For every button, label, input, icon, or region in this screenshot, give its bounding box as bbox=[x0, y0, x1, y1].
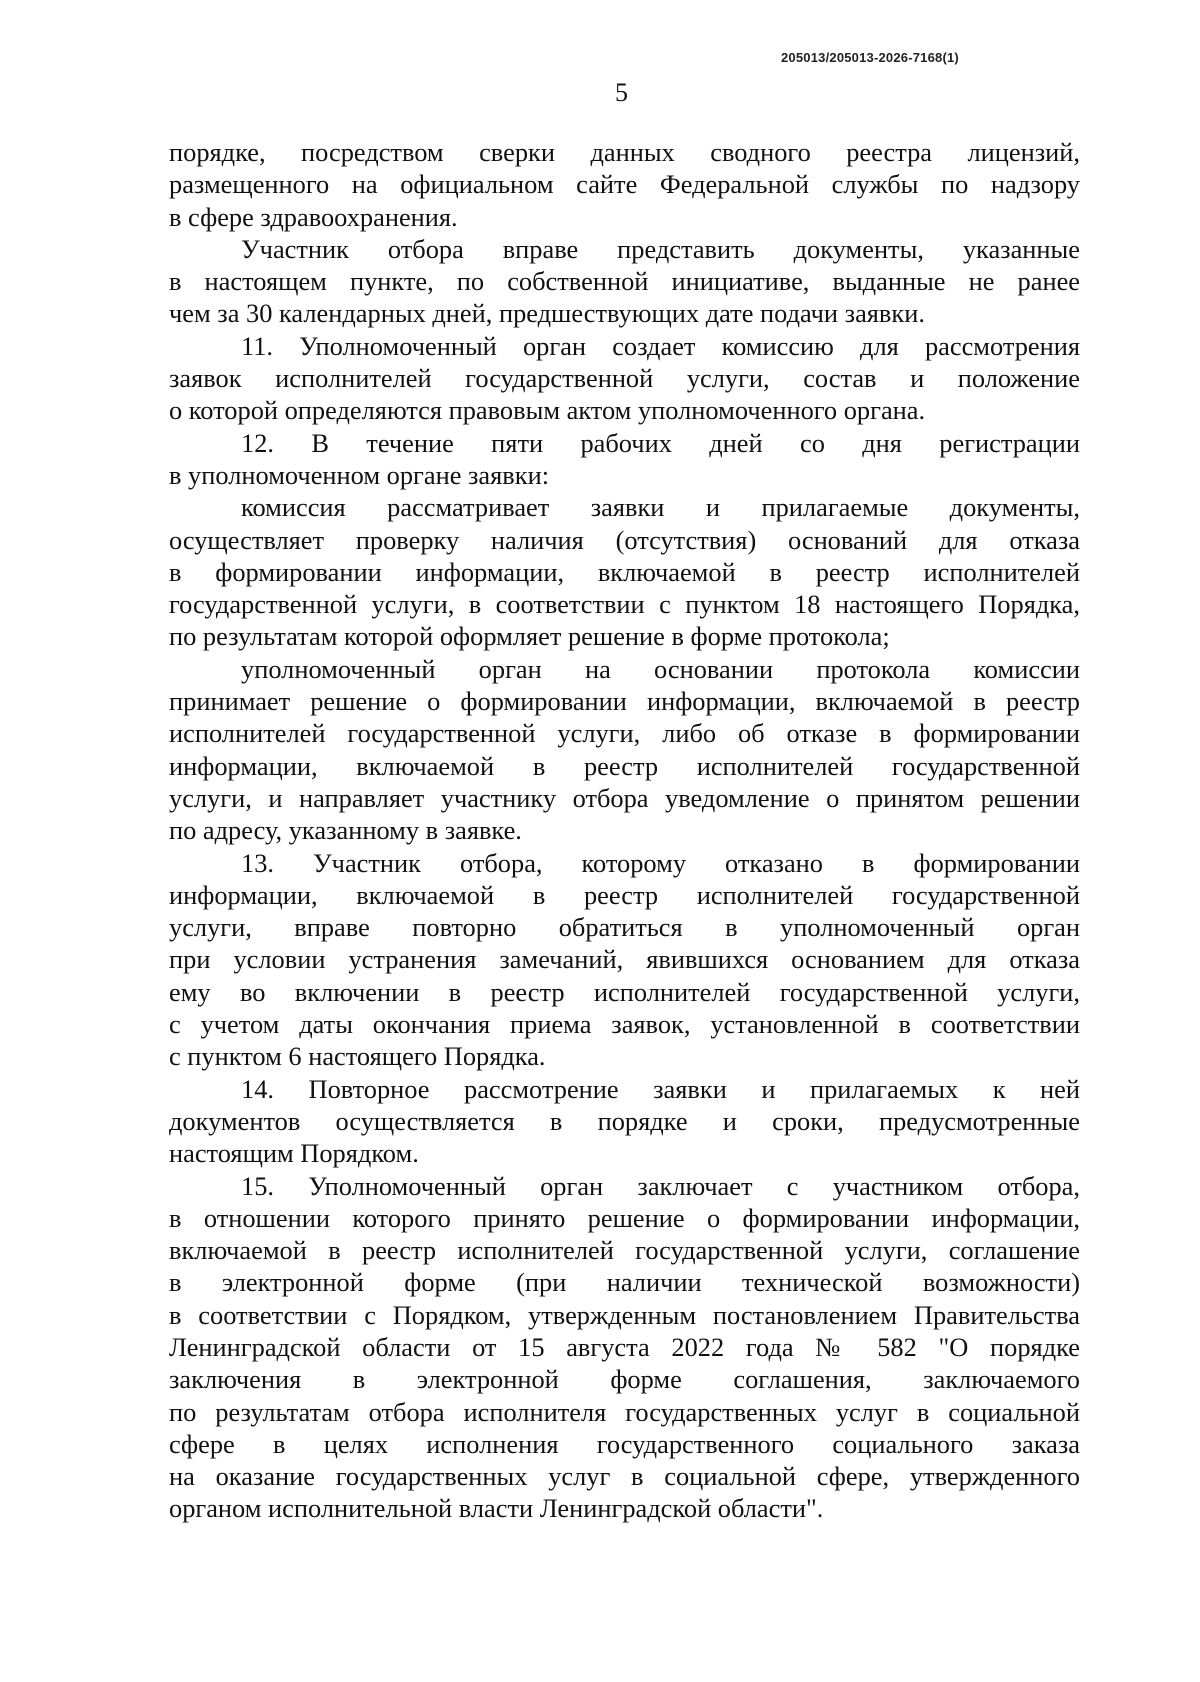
text-line: включаемой в реестр исполнителей государственной услуги, соглашение bbox=[169, 1235, 1080, 1266]
text-line: ему во включении в реестр исполнителей государственной услуги, bbox=[169, 976, 1080, 1007]
text-line: органом исполнительной власти Ленинградской области". bbox=[169, 1493, 824, 1524]
text-line: принимает решение о формировании информации, включаемой в реестр bbox=[169, 686, 1080, 717]
text-line: в электронной форме (при наличии технической возможности) bbox=[169, 1267, 1080, 1298]
text-line: услуги, вправе повторно обратиться в уполномоченный орган bbox=[169, 912, 1080, 943]
text-line: Ленинградской области от 15 августа 2022 года № 582 "О порядке bbox=[169, 1331, 1080, 1362]
paragraph-clause-13 bbox=[169, 847, 1080, 1073]
text-line: по результатам которой оформляет решение в форме протокола; bbox=[169, 621, 890, 652]
text-line: в уполномоченном органе заявки: bbox=[169, 459, 550, 490]
text-line: 11. Уполномоченный орган создает комиссию для рассмотрения bbox=[241, 330, 1080, 361]
text-line: Участник отбора вправе представить документы, указанные bbox=[241, 233, 1080, 264]
paragraph-continuation bbox=[169, 136, 1080, 233]
text-line: заключения в электронной форме соглашения, заключаемого bbox=[169, 1364, 1080, 1395]
text-line: в формировании информации, включаемой в реестр исполнителей bbox=[169, 556, 1080, 587]
paragraph-participant-rights bbox=[169, 233, 1080, 330]
text-line: о которой определяются правовым актом уполномоченного органа. bbox=[169, 395, 926, 426]
text-line: с пунктом 6 настоящего Порядка. bbox=[169, 1041, 546, 1072]
text-line: при условии устранения замечаний, явившихся основанием для отказа bbox=[169, 944, 1080, 975]
text-line: документов осуществляется в порядке и сроки, предусмотренные bbox=[169, 1105, 1080, 1136]
text-line: уполномоченный орган на основании протокола комиссии bbox=[241, 653, 1080, 684]
text-line: в сфере здравоохранения. bbox=[169, 201, 458, 232]
text-line: размещенного на официальном сайте Федеральной службы по надзору bbox=[169, 169, 1080, 200]
text-line: заявок исполнителей государственной услуги, состав и положение bbox=[169, 363, 1080, 394]
paragraph-authority-decision bbox=[169, 653, 1080, 847]
text-line: сфере в целях исполнения государственного социального заказа bbox=[169, 1428, 1080, 1459]
text-line: государственной услуги, в соответствии с пунктом 18 настоящего Порядка, bbox=[169, 589, 1080, 620]
paragraph-clause-15 bbox=[169, 1170, 1080, 1525]
text-line: 14. Повторное рассмотрение заявки и прилагаемых к ней bbox=[241, 1073, 1080, 1104]
text-line: настоящим Порядком. bbox=[169, 1138, 419, 1169]
text-line: 12. В течение пяти рабочих дней со дня регистрации bbox=[241, 427, 1080, 458]
text-line: исполнителей государственной услуги, либо об отказе в формировании bbox=[169, 718, 1080, 749]
text-line: услуги, и направляет участнику отбора уведомление о принятом решении bbox=[169, 782, 1080, 813]
page-number: 5 bbox=[615, 78, 628, 107]
text-line: порядке, посредством сверки данных сводного реестра лицензий, bbox=[169, 137, 1080, 167]
text-line: комиссия рассматривает заявки и прилагаемые документы, bbox=[241, 492, 1080, 523]
text-line: информации, включаемой в реестр исполнителей государственной bbox=[169, 879, 1080, 910]
paragraph-clause-11 bbox=[169, 330, 1080, 427]
paragraph-commission-review bbox=[169, 491, 1080, 652]
text-line: по адресу, указанному в заявке. bbox=[169, 815, 522, 846]
text-line: осуществляет проверку наличия (отсутствия) оснований для отказа bbox=[169, 524, 1080, 555]
text-line: 13. Участник отбора, которому отказано в формировании bbox=[241, 847, 1080, 878]
text-line: на оказание государственных услуг в социальной сфере, утвержденного bbox=[169, 1461, 1080, 1492]
paragraph-clause-14 bbox=[169, 1073, 1080, 1170]
text-line: в соответствии с Порядком, утвержденным постановлением Правительства bbox=[169, 1299, 1080, 1330]
paragraph-clause-12 bbox=[169, 427, 1080, 492]
text-line: в отношении которого принято решение о формировании информации, bbox=[169, 1202, 1080, 1233]
text-line: 15. Уполномоченный орган заключает с участником отбора, bbox=[241, 1170, 1080, 1201]
document-id: 205013/205013-2026-7168(1) bbox=[781, 50, 959, 65]
text-line: с учетом даты окончания приема заявок, установленной в соответствии bbox=[169, 1009, 1080, 1040]
text-line: в настоящем пункте, по собственной инициативе, выданные не ранее bbox=[169, 266, 1080, 297]
text-line: чем за 30 календарных дней, предшествующих дате подачи заявки. bbox=[169, 298, 925, 329]
text-line: информации, включаемой в реестр исполнителей государственной bbox=[169, 750, 1080, 781]
text-line: по результатам отбора исполнителя государственных услуг в социальной bbox=[169, 1396, 1080, 1427]
document-body bbox=[169, 136, 1080, 1525]
